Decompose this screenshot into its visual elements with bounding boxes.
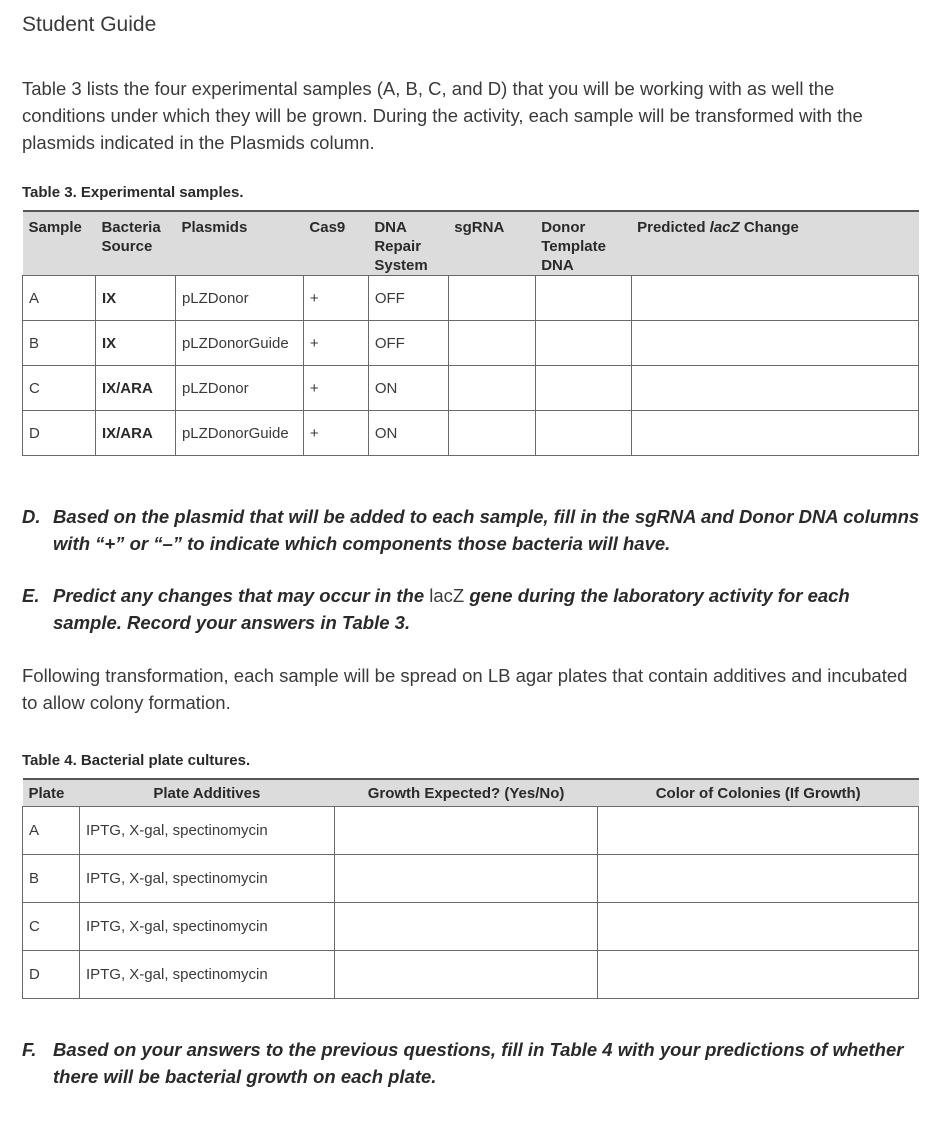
table-row xyxy=(23,366,919,411)
table3-caption: Table 3. Experimental samples. xyxy=(22,184,244,201)
col-plate: Plate xyxy=(23,779,80,806)
table-row xyxy=(23,950,919,998)
predicted-entry-cell[interactable] xyxy=(631,276,918,321)
col-donor-dna: Donor Template DNA xyxy=(535,211,631,276)
plasmid-cell: pLZDonorGuide xyxy=(175,321,303,366)
question-f xyxy=(22,1036,922,1090)
predicted-entry-cell[interactable] xyxy=(631,411,918,456)
col-plate-additives: Plate Additives xyxy=(79,779,334,806)
bacteria-cell: IX xyxy=(95,321,175,366)
dna-repair-cell: ON xyxy=(368,366,448,411)
sample-cell: A xyxy=(23,276,96,321)
additives-cell: IPTG, X-gal, spectinomycin xyxy=(79,806,334,854)
cas9-cell: + xyxy=(303,276,368,321)
cas9-cell: + xyxy=(303,366,368,411)
sgrna-entry-cell[interactable] xyxy=(448,366,535,411)
additives-cell: IPTG, X-gal, spectinomycin xyxy=(79,902,334,950)
plate-cell: A xyxy=(23,806,80,854)
growth-entry-cell[interactable] xyxy=(334,902,598,950)
growth-entry-cell[interactable] xyxy=(334,806,598,854)
sgrna-entry-cell[interactable] xyxy=(448,411,535,456)
plasmid-cell: pLZDonor xyxy=(175,366,303,411)
table-row xyxy=(23,806,919,854)
question-f-letter: F. xyxy=(22,1039,37,1060)
bacteria-cell: IX xyxy=(95,276,175,321)
col-growth-expected: Growth Expected? (Yes/No) xyxy=(334,779,598,806)
bacteria-cell: IX/ARA xyxy=(95,411,175,456)
page-header: Student Guide xyxy=(22,13,157,36)
plate-cell: B xyxy=(23,854,80,902)
color-entry-cell[interactable] xyxy=(598,806,919,854)
table-row xyxy=(23,411,919,456)
col-colony-color: Color of Colonies (If Growth) xyxy=(598,779,919,806)
table-row xyxy=(23,902,919,950)
table3-header-row xyxy=(23,211,919,276)
col-dna-repair: DNA Repair System xyxy=(368,211,448,276)
color-entry-cell[interactable] xyxy=(598,902,919,950)
dna-repair-cell: OFF xyxy=(368,321,448,366)
question-d xyxy=(22,503,922,557)
col-plasmids: Plasmids xyxy=(175,211,303,276)
table4-header-row xyxy=(23,779,919,806)
following-paragraph: Following transformation, each sample will be spread on LB agar plates that contain additives and incubated to allow colony formation. xyxy=(22,665,908,713)
col-bacteria-source: Bacteria Source xyxy=(95,211,175,276)
growth-entry-cell[interactable] xyxy=(334,854,598,902)
table-row xyxy=(23,276,919,321)
table4-caption: Table 4. Bacterial plate cultures. xyxy=(22,752,251,769)
question-d-letter: D. xyxy=(22,506,41,527)
table-row xyxy=(23,321,919,366)
question-d-text: Based on the plasmid that will be added to each sample, fill in the sgRNA and Donor DNA columns with “+” or “–” to indicate which components those bacteria will have. xyxy=(53,506,920,554)
col-predicted-change: Predicted lacZ Change xyxy=(631,211,918,276)
donor-entry-cell[interactable] xyxy=(535,411,631,456)
predicted-entry-cell[interactable] xyxy=(631,366,918,411)
dna-repair-cell: ON xyxy=(368,411,448,456)
sgrna-entry-cell[interactable] xyxy=(448,276,535,321)
table-row xyxy=(23,854,919,902)
question-e-letter: E. xyxy=(22,585,40,606)
donor-entry-cell[interactable] xyxy=(535,321,631,366)
question-e-text: Predict any changes that may occur in the lacZ gene during the laboratory activity for each sample. Record your answers in Table 3. xyxy=(53,585,850,633)
bacteria-cell: IX/ARA xyxy=(95,366,175,411)
donor-entry-cell[interactable] xyxy=(535,366,631,411)
experimental-samples-table xyxy=(22,210,919,456)
predicted-entry-cell[interactable] xyxy=(631,321,918,366)
cas9-cell: + xyxy=(303,321,368,366)
growth-entry-cell[interactable] xyxy=(334,950,598,998)
sgrna-entry-cell[interactable] xyxy=(448,321,535,366)
plate-cell: C xyxy=(23,902,80,950)
bacterial-plate-cultures-table xyxy=(22,778,919,999)
plate-cell: D xyxy=(23,950,80,998)
sample-cell: C xyxy=(23,366,96,411)
plasmid-cell: pLZDonor xyxy=(175,276,303,321)
cas9-cell: + xyxy=(303,411,368,456)
col-sgrna: sgRNA xyxy=(448,211,535,276)
intro-paragraph: Table 3 lists the four experimental samples (A, B, C, and D) that you will be working with as well the conditions under which they will be grown. During the activity, each sample will be transformed with the plasmids indicated in the Plasmids column. xyxy=(22,78,863,153)
additives-cell: IPTG, X-gal, spectinomycin xyxy=(79,854,334,902)
question-e xyxy=(22,582,922,636)
donor-entry-cell[interactable] xyxy=(535,276,631,321)
color-entry-cell[interactable] xyxy=(598,854,919,902)
col-cas9: Cas9 xyxy=(303,211,368,276)
additives-cell: IPTG, X-gal, spectinomycin xyxy=(79,950,334,998)
sample-cell: B xyxy=(23,321,96,366)
question-f-text: Based on your answers to the previous questions, fill in Table 4 with your predictions of whether there will be bacterial growth on each plate. xyxy=(53,1039,904,1087)
col-sample: Sample xyxy=(23,211,96,276)
color-entry-cell[interactable] xyxy=(598,950,919,998)
sample-cell: D xyxy=(23,411,96,456)
dna-repair-cell: OFF xyxy=(368,276,448,321)
plasmid-cell: pLZDonorGuide xyxy=(175,411,303,456)
